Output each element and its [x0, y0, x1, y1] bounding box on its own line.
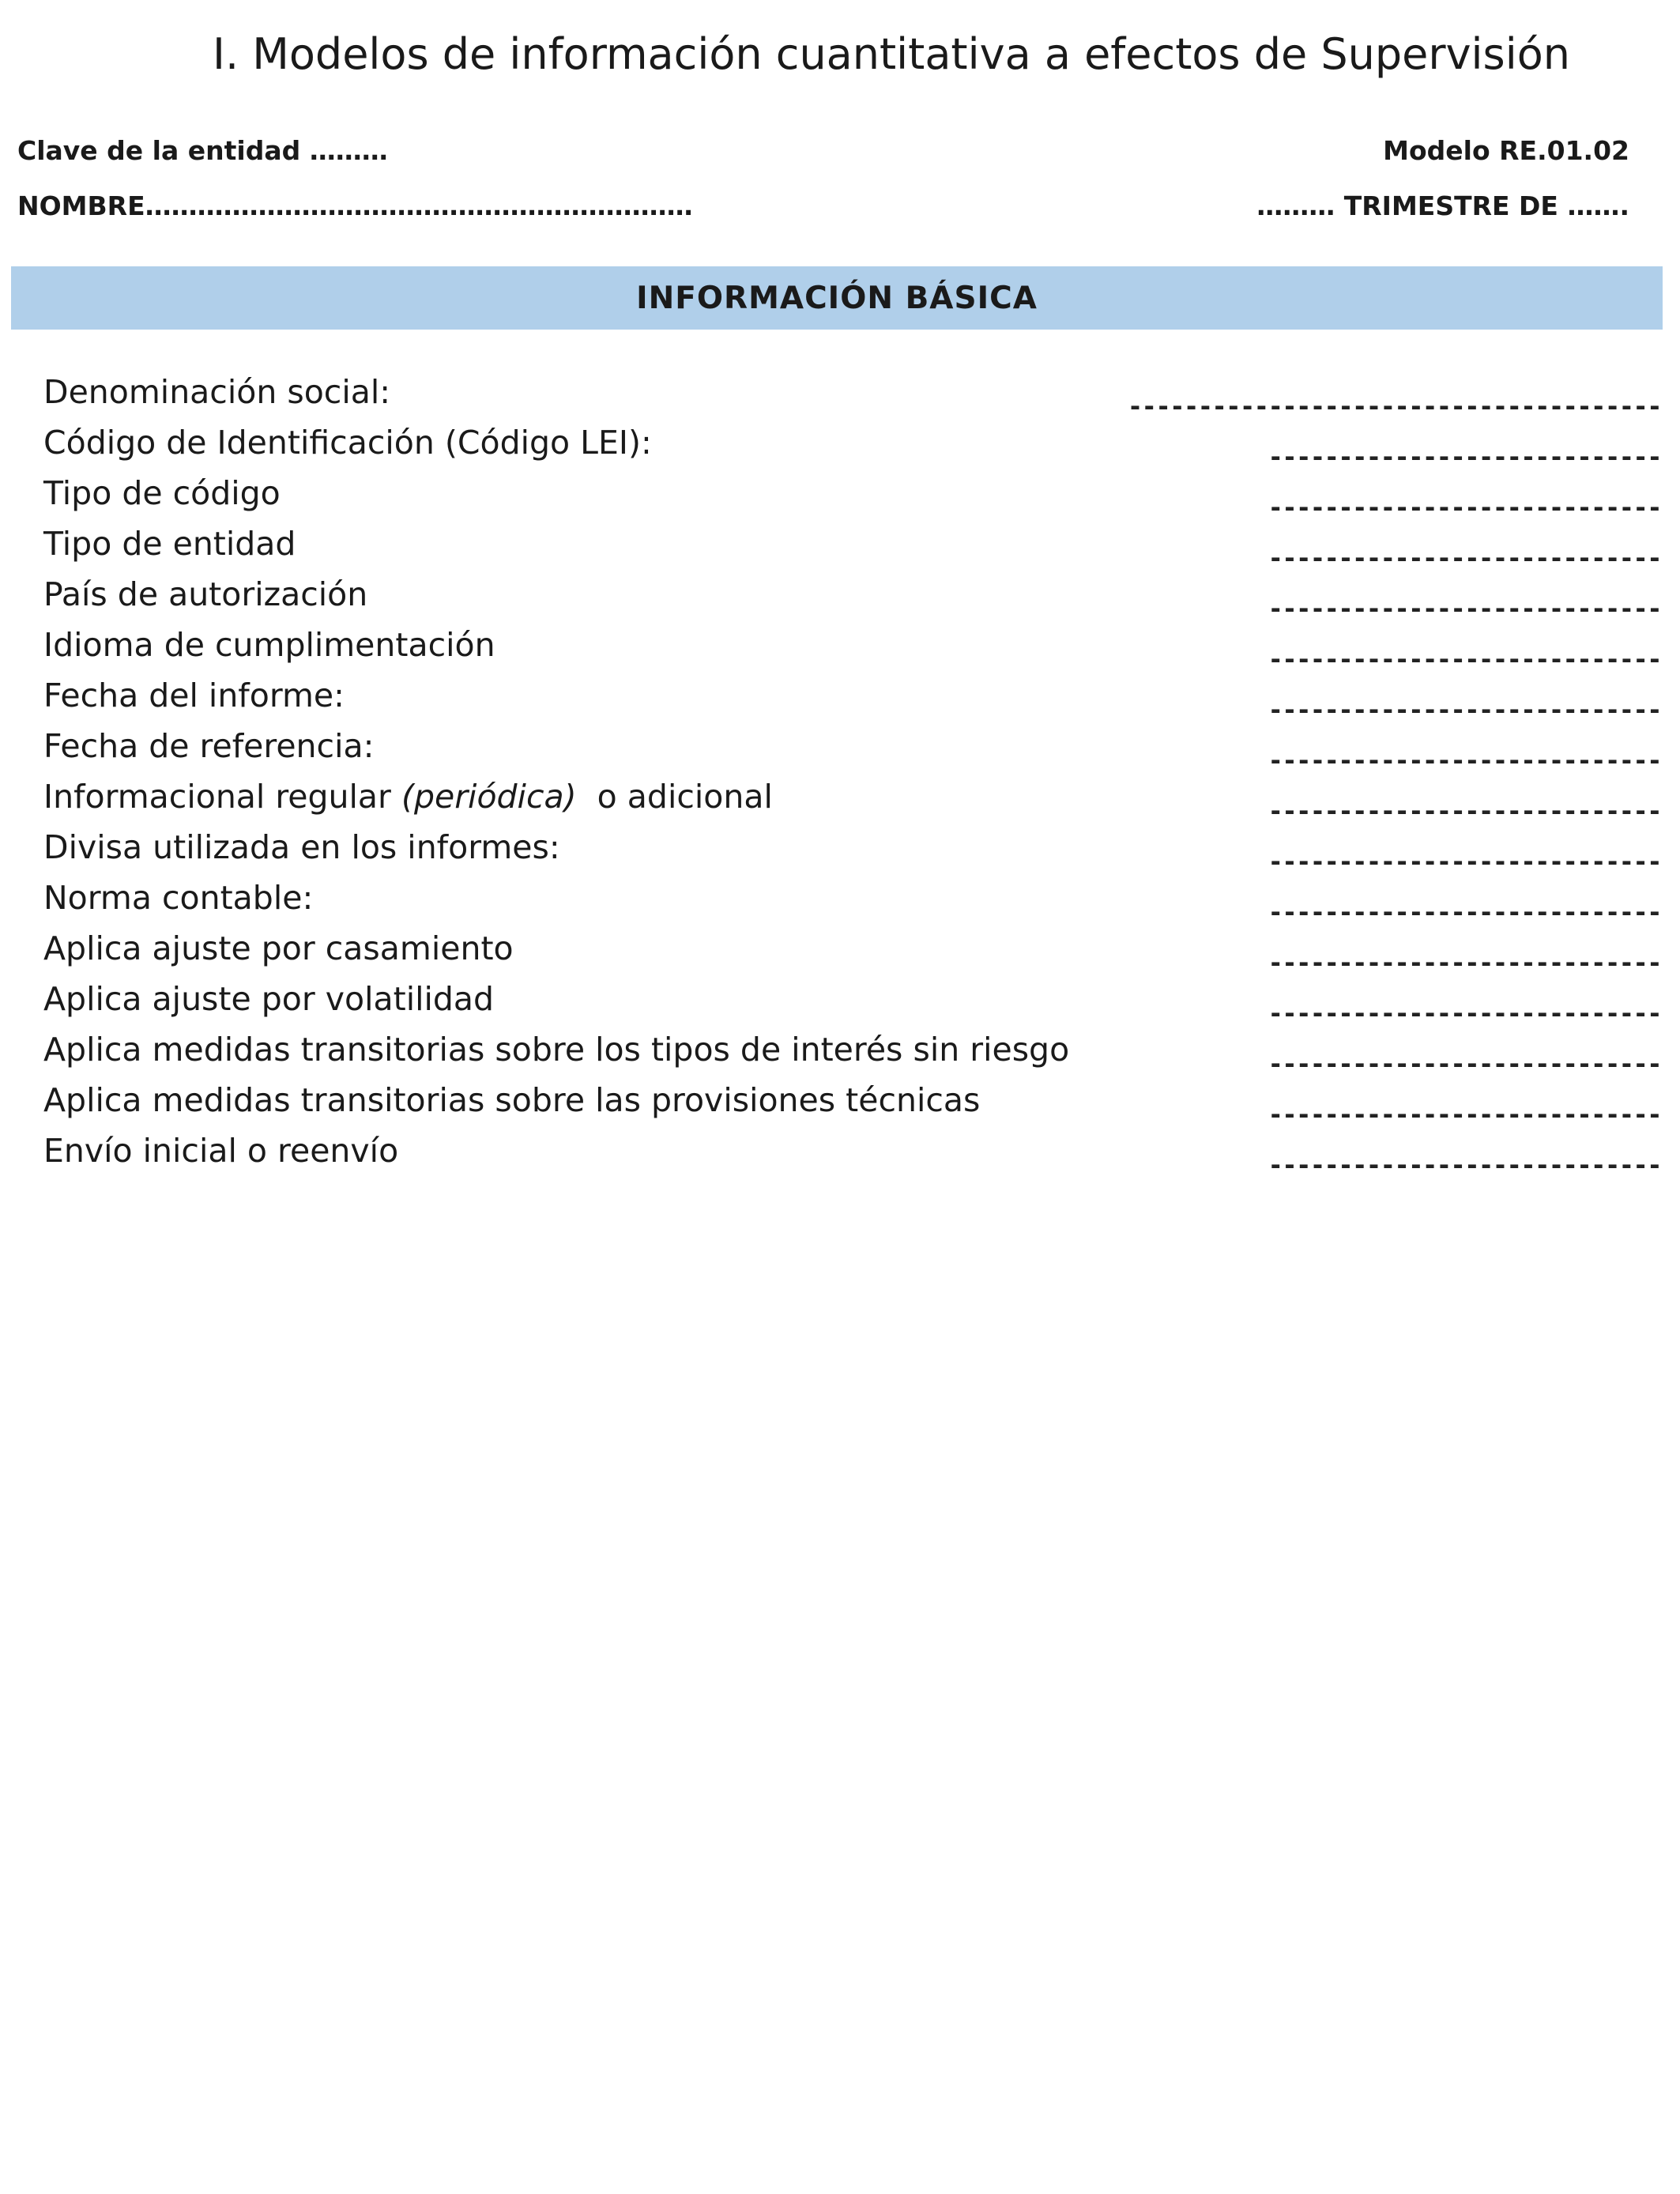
field-blank[interactable]: --------------------------------------	[1127, 391, 1661, 421]
field-label: Aplica medidas transitorias sobre las provisiones técnicas	[43, 1081, 981, 1119]
field-row-fecha-referencia	[0, 726, 1680, 776]
field-row-codigo-lei	[0, 422, 1680, 473]
entity-key-label: Clave de la entidad ………	[17, 135, 388, 166]
page-title: I. Modelos de información cuantitativa a efectos de Supervisión	[213, 29, 1570, 79]
field-blank[interactable]: ----------------------------	[1268, 948, 1661, 978]
field-label: Norma contable:	[43, 879, 314, 917]
field-label: Denominación social:	[43, 373, 391, 411]
entity-name-label: NOMBRE………………………………………………………	[17, 190, 693, 221]
field-row-envio	[0, 1130, 1680, 1181]
field-blank[interactable]: ----------------------------	[1268, 796, 1661, 826]
field-label-italic: (periódica)	[401, 778, 577, 816]
section-header-basic-info	[11, 266, 1663, 330]
quarter-label: ……… TRIMESTRE DE …….	[1256, 190, 1629, 221]
field-blank[interactable]: ----------------------------	[1268, 442, 1661, 472]
field-blank[interactable]: ----------------------------	[1268, 1099, 1661, 1129]
field-label: Código de Identificación (Código LEI):	[43, 424, 652, 462]
field-row-ajuste-casamiento	[0, 928, 1680, 978]
field-row-divisa	[0, 827, 1680, 877]
field-label: Envío inicial o reenvío	[43, 1132, 399, 1170]
field-label: Tipo de código	[43, 474, 281, 512]
field-blank[interactable]: ----------------------------	[1268, 1150, 1661, 1180]
field-blank[interactable]: ----------------------------	[1268, 594, 1661, 624]
field-label: Tipo de entidad	[43, 525, 296, 563]
field-label	[43, 776, 773, 817]
field-row-idioma	[0, 624, 1680, 675]
section-title: INFORMACIÓN BÁSICA	[636, 280, 1038, 316]
field-blank[interactable]: ----------------------------	[1268, 695, 1661, 725]
field-blank[interactable]: ----------------------------	[1268, 543, 1661, 573]
field-blank[interactable]: ----------------------------	[1268, 492, 1661, 522]
field-row-tipo-codigo	[0, 473, 1680, 523]
field-label-part: o adicional	[576, 778, 773, 816]
field-label: Idioma de cumplimentación	[43, 626, 495, 664]
field-label: Fecha de referencia:	[43, 727, 375, 765]
field-row-tipo-entidad	[0, 523, 1680, 574]
field-blank[interactable]: ----------------------------	[1268, 745, 1661, 775]
field-label: Aplica ajuste por volatilidad	[43, 980, 495, 1018]
field-row-pais-autorizacion	[0, 574, 1680, 624]
field-row-transitorias-interes	[0, 1029, 1680, 1080]
model-code-label: Modelo RE.01.02	[1383, 135, 1629, 166]
field-row-ajuste-volatilidad	[0, 978, 1680, 1029]
basic-info-form	[0, 371, 1680, 1181]
field-blank[interactable]: ----------------------------	[1268, 644, 1661, 674]
field-row-denominacion	[0, 371, 1680, 422]
field-label-part: Informacional regular	[43, 778, 401, 816]
field-blank[interactable]: ----------------------------	[1268, 846, 1661, 876]
field-label: Fecha del informe:	[43, 677, 345, 714]
field-label: Aplica medidas transitorias sobre los tipos de interés sin riesgo	[43, 1031, 1070, 1069]
field-blank[interactable]: ----------------------------	[1268, 897, 1661, 927]
field-label: Divisa utilizada en los informes:	[43, 828, 560, 866]
field-label: País de autorización	[43, 575, 368, 613]
field-row-transitorias-provisiones	[0, 1080, 1680, 1130]
field-blank[interactable]: ----------------------------	[1268, 1049, 1661, 1079]
field-row-fecha-informe	[0, 675, 1680, 726]
field-label: Aplica ajuste por casamiento	[43, 929, 514, 967]
field-row-informacional	[0, 776, 1680, 827]
field-row-norma-contable	[0, 877, 1680, 928]
field-blank[interactable]: ----------------------------	[1268, 998, 1661, 1028]
